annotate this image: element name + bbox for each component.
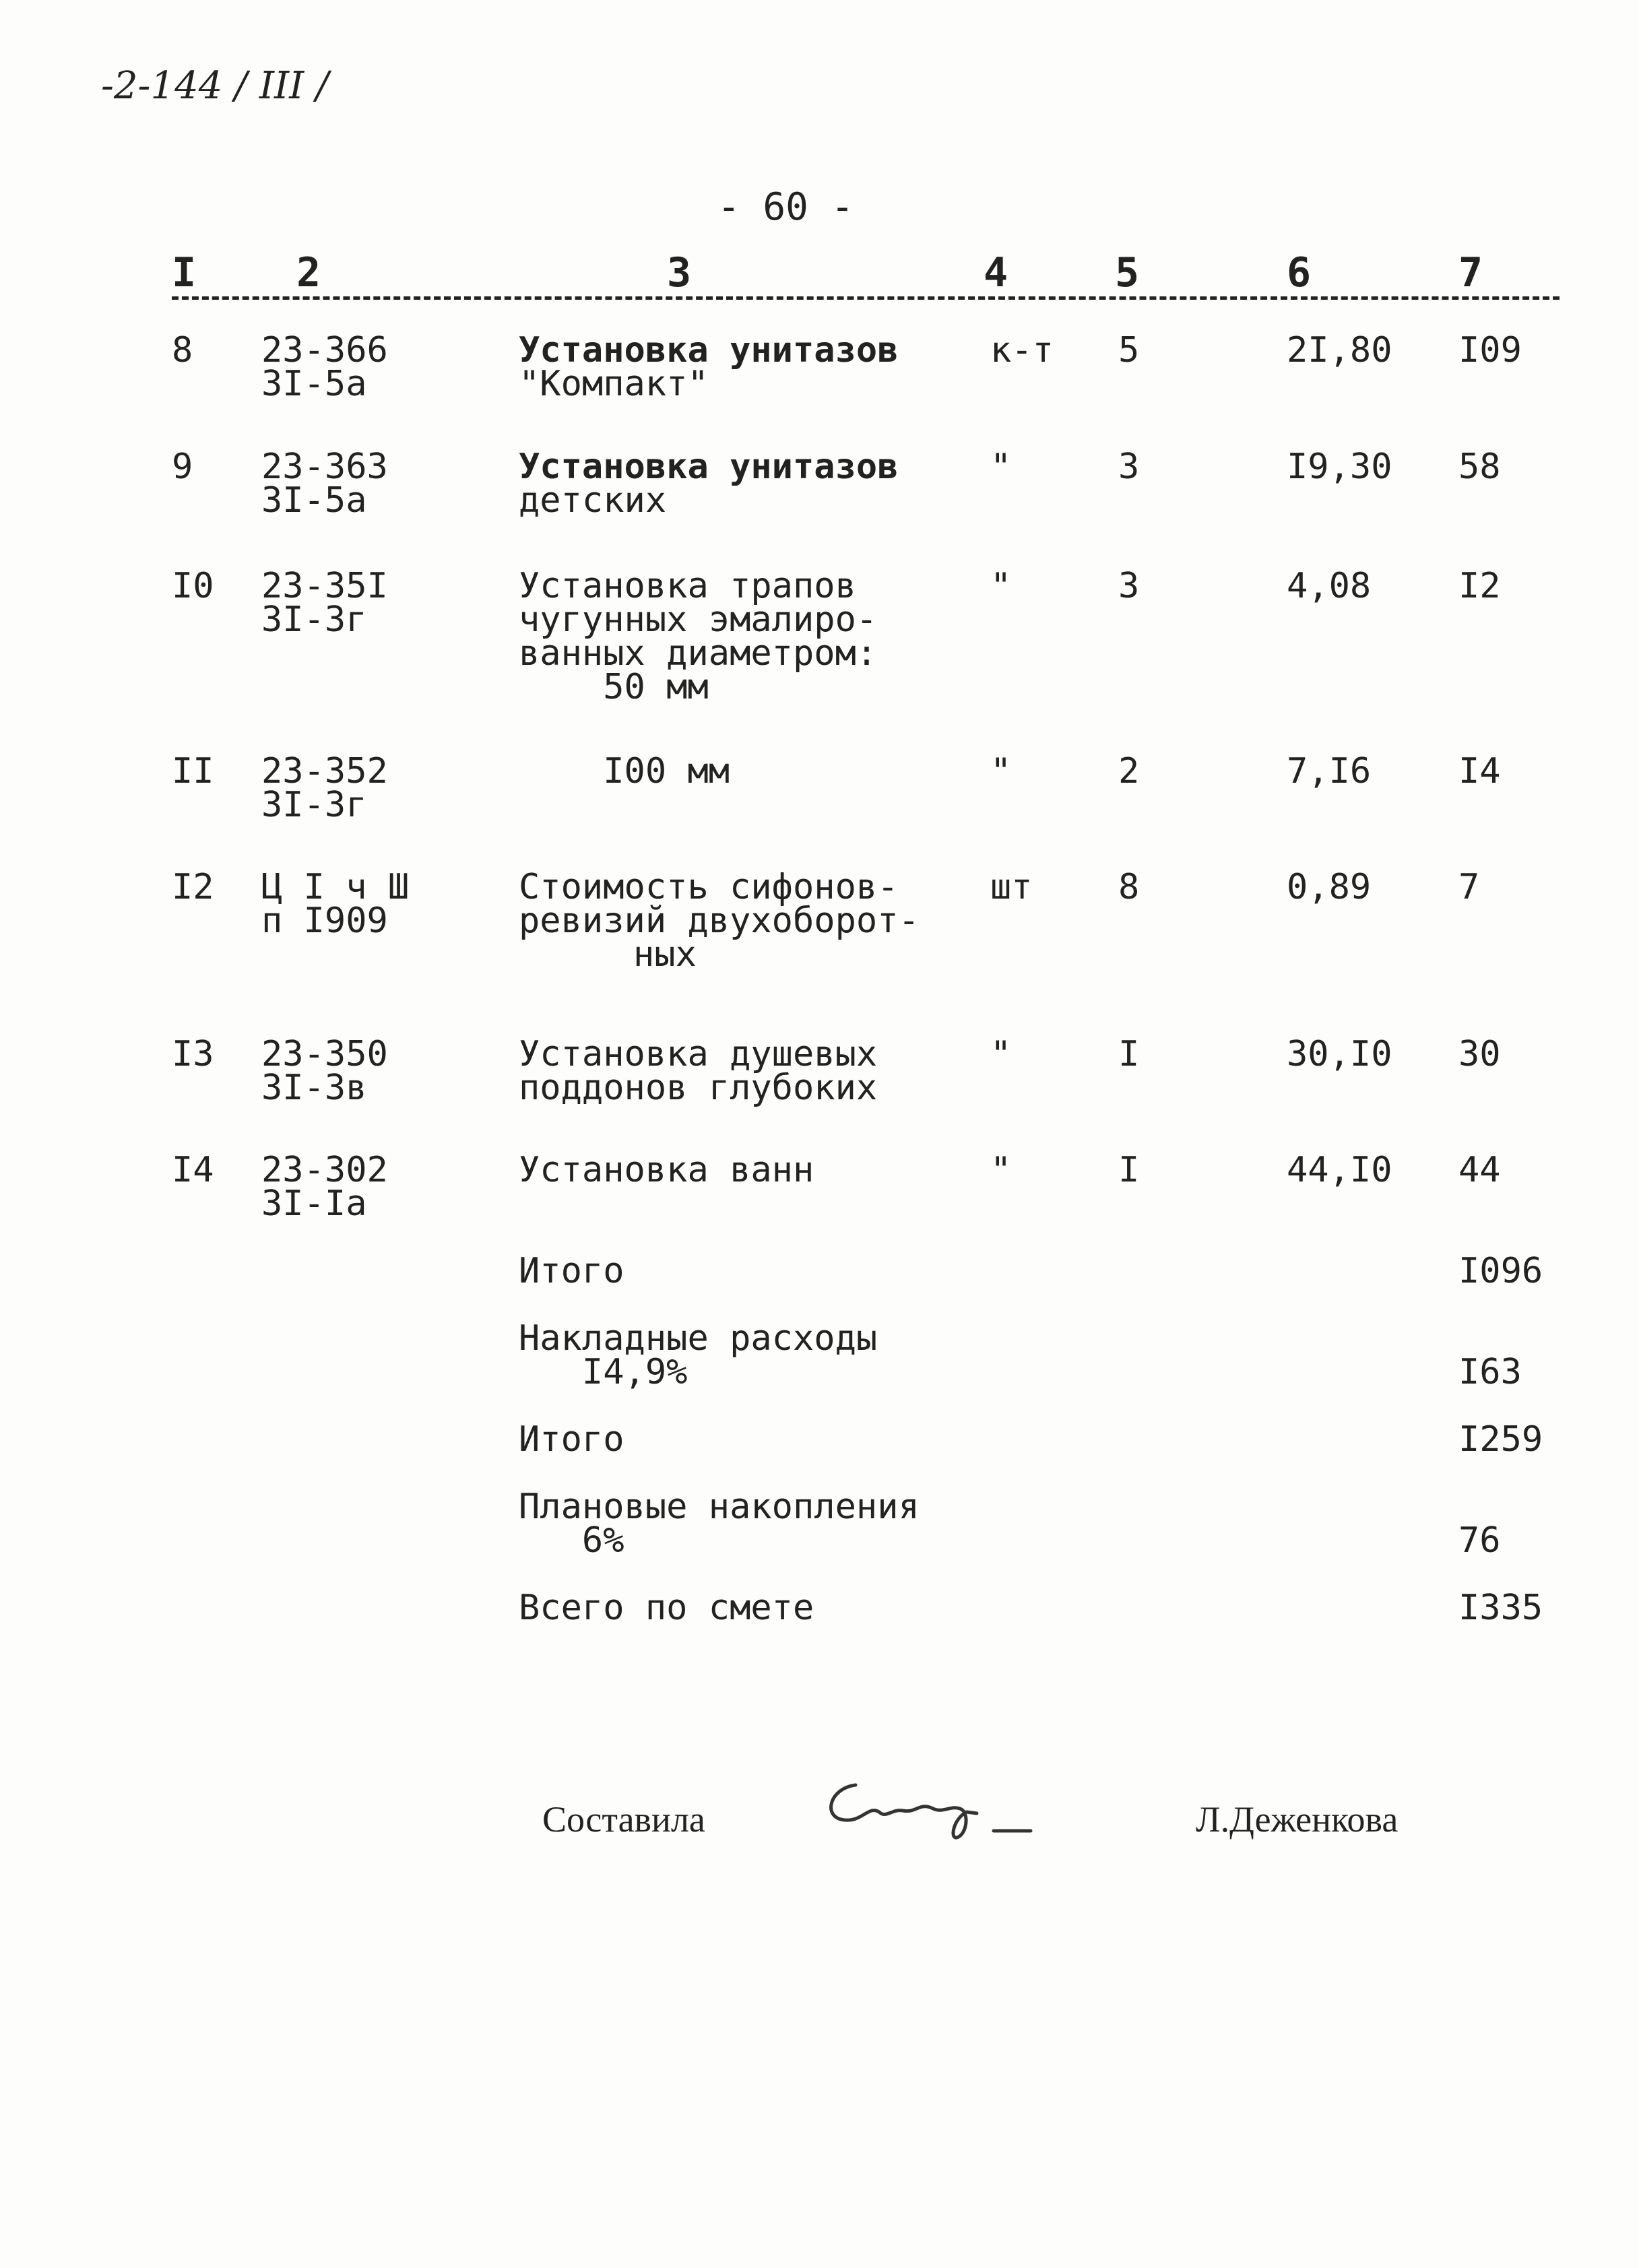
row-quantity: I <box>1118 1150 1140 1190</box>
row-description-line: поддонов глубоких <box>519 1068 878 1108</box>
compiled-by-label: Составила <box>542 1799 705 1840</box>
row-price: 2I,80 <box>1287 330 1392 370</box>
row-description-line: Установка унитазов <box>519 330 899 370</box>
row-total: 7 <box>1458 867 1480 907</box>
summary-value: I335 <box>1458 1588 1543 1628</box>
page-number: - 60 - <box>717 185 854 229</box>
column-header-1: I <box>172 249 197 296</box>
row-code-line: 23-352 <box>261 751 388 791</box>
handwritten-signature <box>815 1772 1044 1846</box>
row-unit: " <box>990 751 1012 791</box>
row-number: 8 <box>172 330 193 370</box>
row-price: I9,30 <box>1287 447 1392 487</box>
header-rule <box>172 296 1560 300</box>
row-price: 7,I6 <box>1287 751 1372 791</box>
row-code-line: п I909 <box>261 901 388 941</box>
row-total: I09 <box>1458 330 1522 370</box>
row-description-line: Установка ванн <box>519 1150 814 1190</box>
row-unit: " <box>990 1150 1012 1190</box>
summary-label: Итого <box>519 1419 624 1460</box>
row-code-line: 23-350 <box>261 1034 388 1074</box>
row-description-line: чугунных эмалиро- <box>519 600 878 640</box>
compiler-name: Л.Деженкова <box>1196 1799 1399 1840</box>
row-code-line: 3I-5a <box>261 480 367 521</box>
row-quantity: 3 <box>1118 566 1140 606</box>
row-code-line: 3I-3г <box>261 785 367 825</box>
row-code-line: 23-302 <box>261 1150 388 1190</box>
row-code-line: 23-366 <box>261 330 388 370</box>
row-description-line: ванных диаметром: <box>519 633 878 674</box>
row-description-line: Установка трапов <box>519 566 856 606</box>
summary-value: I096 <box>1458 1251 1543 1291</box>
row-price: 4,08 <box>1287 566 1372 606</box>
row-quantity: 5 <box>1118 330 1140 370</box>
summary-value: I259 <box>1458 1419 1543 1460</box>
row-unit: шт <box>990 867 1033 907</box>
summary-label: Накладные расходы <box>519 1318 878 1359</box>
row-number: I4 <box>172 1150 214 1190</box>
row-description-line: I00 мм <box>519 751 730 791</box>
row-code-line: 3I-3г <box>261 600 367 640</box>
row-total: 30 <box>1458 1034 1501 1074</box>
row-quantity: 2 <box>1118 751 1140 791</box>
row-price: 30,I0 <box>1287 1034 1392 1074</box>
row-total: 44 <box>1458 1150 1501 1190</box>
row-quantity: 8 <box>1118 867 1140 907</box>
row-description-line: ревизий двухоборот- <box>519 901 920 941</box>
row-price: 0,89 <box>1287 867 1372 907</box>
row-quantity: 3 <box>1118 447 1140 487</box>
row-description-line: ных <box>633 934 697 975</box>
row-quantity: I <box>1118 1034 1140 1074</box>
column-header-7: 7 <box>1458 249 1483 296</box>
row-code-line: 3I-3в <box>261 1068 367 1108</box>
column-header-4: 4 <box>984 249 1008 296</box>
row-code-line: 3I-5a <box>261 364 367 404</box>
column-header-2: 2 <box>296 249 321 296</box>
row-code-line: 23-35I <box>261 566 388 606</box>
summary-value: I63 <box>1458 1352 1522 1392</box>
row-code-line: 23-363 <box>261 447 388 487</box>
column-header-5: 5 <box>1115 249 1140 296</box>
row-code-line: 3I-Ia <box>261 1184 367 1224</box>
row-number: I0 <box>172 566 214 606</box>
row-total: I2 <box>1458 566 1501 606</box>
summary-value: 76 <box>1458 1520 1501 1561</box>
row-total: 58 <box>1458 447 1501 487</box>
row-unit: " <box>990 447 1012 487</box>
row-price: 44,I0 <box>1287 1150 1392 1190</box>
summary-label: 6% <box>519 1520 624 1561</box>
document-code: -2-144 / III / <box>101 64 329 108</box>
row-total: I4 <box>1458 751 1501 791</box>
summary-label: I4,9% <box>519 1352 688 1392</box>
summary-label: Плановые накопления <box>519 1487 920 1527</box>
summary-label: Всего по смете <box>519 1588 814 1628</box>
row-description-line: Установка душевых <box>519 1034 878 1074</box>
row-unit: к-т <box>990 330 1054 370</box>
column-header-3: 3 <box>667 249 692 296</box>
row-description-line: Стоимость сифонов- <box>519 867 899 907</box>
row-description-line: Установка унитазов <box>519 447 899 487</box>
row-number: II <box>172 751 214 791</box>
row-unit: " <box>990 566 1012 606</box>
row-unit: " <box>990 1034 1012 1074</box>
row-description-line: детских <box>519 480 667 521</box>
row-number: I2 <box>172 867 214 907</box>
row-description-line: "Компакт" <box>519 364 709 404</box>
row-number: 9 <box>172 447 193 487</box>
summary-label: Итого <box>519 1251 624 1291</box>
row-description-line: 50 мм <box>519 667 709 707</box>
row-number: I3 <box>172 1034 214 1074</box>
column-header-6: 6 <box>1287 249 1312 296</box>
row-code-line: Ц I ч Ш <box>261 867 410 907</box>
